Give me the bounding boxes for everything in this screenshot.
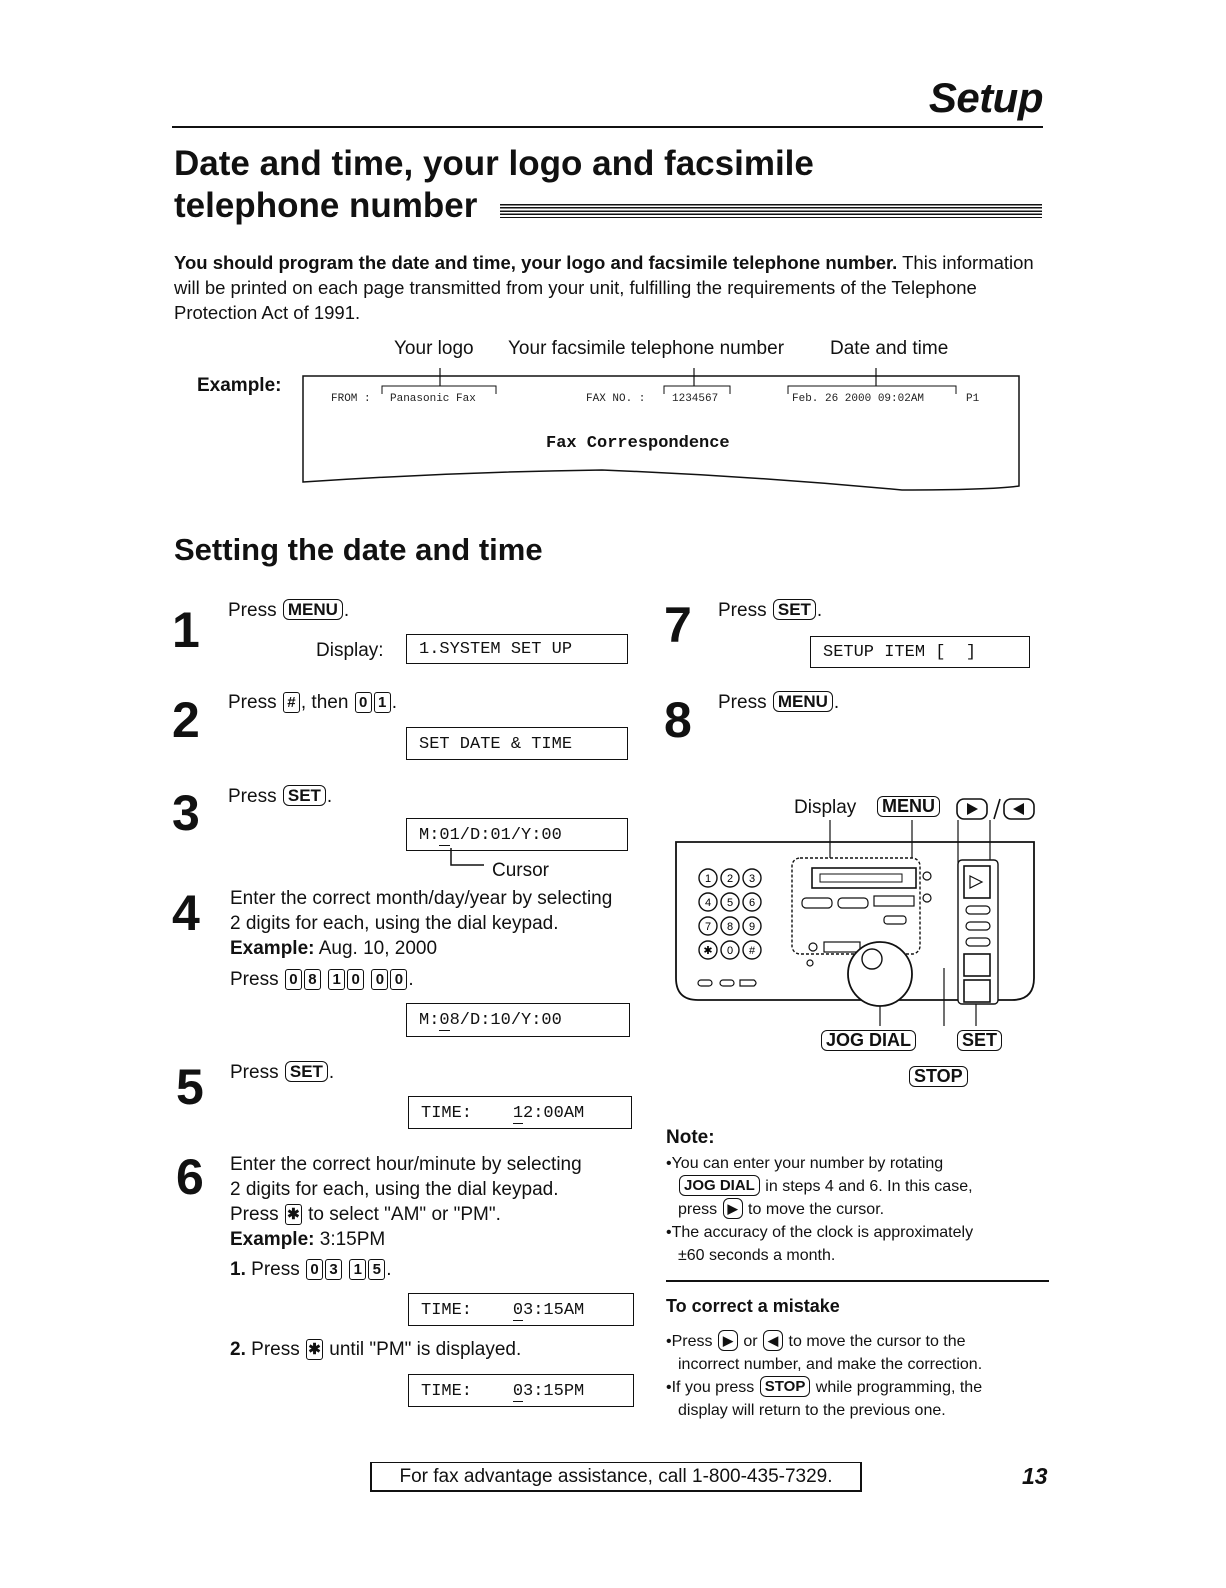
press-text: Press xyxy=(230,969,279,990)
step-6-display-2 xyxy=(408,1374,634,1407)
step-5-display xyxy=(408,1096,632,1129)
fax-machine-illustration xyxy=(674,818,1038,1028)
step-2-display: SET DATE & TIME xyxy=(406,727,628,760)
jog-dial-key: JOG DIAL xyxy=(679,1175,760,1196)
display-text: 3:15PM xyxy=(523,1382,585,1401)
step-6-display-1 xyxy=(408,1293,634,1326)
right-arrow-key: ▶ xyxy=(723,1198,743,1219)
press-text: Press xyxy=(251,1259,300,1280)
step-8-instruction: Press MENU . xyxy=(718,692,840,713)
digit-key: 0 xyxy=(347,969,364,990)
menu-key: MENU xyxy=(773,691,833,712)
section-rule xyxy=(172,126,1043,128)
step-6-text2: 2 digits for each, using the dial keypad. xyxy=(230,1179,559,1200)
press-text: Press xyxy=(251,1339,300,1360)
example-heading-date: Date and time xyxy=(830,338,949,359)
keypad-key-label: 2 xyxy=(726,873,734,885)
set-key: SET xyxy=(957,1030,1002,1051)
step-4-keys: Press 0 8 1 0 0 0 . xyxy=(230,969,414,990)
intro-rest: This information will be printed on each page transmitted from your unit, fulfilling the requirements of the Telephone Protection Act of 1991. xyxy=(174,252,1034,323)
stop-key: STOP xyxy=(909,1066,968,1087)
fax-number-label: FAX NO. : xyxy=(586,393,646,405)
display-text: 1/D:01/Y:00 xyxy=(449,826,562,845)
sub-number: 1. xyxy=(230,1259,246,1280)
example-value: Aug. 10, 2000 xyxy=(318,938,438,959)
note-text: •If you press xyxy=(666,1379,755,1396)
until-text: until "PM" is displayed. xyxy=(329,1339,522,1360)
digit-key: 0 xyxy=(285,969,302,990)
figure-menu-label xyxy=(876,796,941,819)
step-4-number: 4 xyxy=(172,885,200,941)
select-text: to select "AM" or "PM". xyxy=(308,1204,501,1225)
keypad-key-label: # xyxy=(748,945,756,957)
assistance-footer: For fax advantage assistance, call 1-800-435-7329. xyxy=(370,1462,862,1492)
note-text: press xyxy=(678,1201,718,1218)
step-7-instruction: Press SET . xyxy=(718,600,823,621)
step-2-instruction: Press # , then 0 1 . xyxy=(228,692,397,713)
display-text: M: xyxy=(419,1011,440,1030)
digit-key: 1 xyxy=(349,1259,366,1280)
note-bullet-1 xyxy=(666,1152,1046,1221)
digit-key: 0 xyxy=(355,692,372,713)
intro-bold: You should program the date and time, your logo and facsimile telephone number. xyxy=(174,252,898,273)
example-value: 3:15PM xyxy=(319,1229,386,1250)
press-text: Press xyxy=(230,1062,279,1083)
keypad-key-label: 8 xyxy=(726,921,734,933)
note-title: Note: xyxy=(666,1127,715,1148)
step-6-text1: Enter the correct hour/minute by selecting xyxy=(230,1154,582,1175)
fax-number-value: 1234567 xyxy=(672,393,719,405)
display-text: 8/D:10/Y:00 xyxy=(449,1011,562,1030)
fax-logo-value: Panasonic Fax xyxy=(390,393,476,405)
keypad-key-label: 9 xyxy=(748,921,756,933)
press-text: Press xyxy=(228,692,277,713)
digit-key: 5 xyxy=(368,1259,385,1280)
jog-dial-key: JOG DIAL xyxy=(821,1030,916,1051)
keypad-key-label: 6 xyxy=(748,897,756,909)
right-arrow-key: ▶ xyxy=(718,1330,738,1351)
fax-sheet-illustration xyxy=(302,368,1020,498)
keypad-key-label: 0 xyxy=(726,945,734,957)
note-text: while programming, the xyxy=(815,1379,983,1396)
step-4-example xyxy=(230,936,437,961)
note-text: incorrect number, and make the correction. xyxy=(678,1356,983,1373)
step-6-number: 6 xyxy=(176,1149,204,1205)
display-text: TIME: xyxy=(421,1104,513,1123)
section-title: Setup xyxy=(928,74,1043,121)
keypad-key-label: 4 xyxy=(704,897,712,909)
stop-key: STOP xyxy=(760,1376,811,1397)
step-4-text2: 2 digits for each, using the dial keypad. xyxy=(230,913,559,934)
page-title-line2: telephone number xyxy=(174,186,478,225)
note-text: display will return to the previous one. xyxy=(678,1402,946,1419)
figure-stop-label xyxy=(908,1066,969,1088)
display-cursor: 0 xyxy=(512,1382,524,1401)
note-text: or xyxy=(743,1333,758,1350)
press-text: Press xyxy=(718,692,767,713)
display-text: 3:15AM xyxy=(523,1301,585,1320)
fax-from-label: FROM : xyxy=(331,393,371,405)
digit-key: 0 xyxy=(371,969,388,990)
step-6-example xyxy=(230,1227,385,1252)
cursor-label: Cursor xyxy=(492,860,550,881)
figure-set-label xyxy=(956,1030,1003,1052)
display-cursor: 0 xyxy=(512,1301,524,1320)
digit-key: 0 xyxy=(306,1259,323,1280)
example-label: Example: xyxy=(230,938,315,959)
step-8-number: 8 xyxy=(664,692,692,748)
right-arrow-icon xyxy=(967,803,978,815)
display-cursor: 1 xyxy=(512,1104,524,1123)
menu-key: MENU xyxy=(283,599,343,620)
digit-key: 0 xyxy=(390,969,407,990)
step-6-text3 xyxy=(230,1202,501,1227)
set-key: SET xyxy=(283,785,326,806)
note-bullet-2 xyxy=(666,1221,1046,1267)
correct-bullet-1 xyxy=(666,1330,1046,1376)
set-key: SET xyxy=(285,1061,328,1082)
note-text: •Press xyxy=(666,1333,713,1350)
note-text: in steps 4 and 6. In this case, xyxy=(765,1178,973,1195)
step-3-display xyxy=(406,818,628,851)
title-rule xyxy=(500,204,1042,218)
display-cursor: 0 xyxy=(439,1011,450,1030)
star-key: ✱ xyxy=(306,1339,323,1360)
keypad-key-label: 3 xyxy=(748,873,756,885)
note-text: •The accuracy of the clock is approximately xyxy=(666,1224,974,1241)
example-label: Example: xyxy=(197,375,282,396)
press-text: Press xyxy=(718,600,767,621)
step-6-sub2 xyxy=(230,1337,521,1362)
display-cursor: 0 xyxy=(439,826,450,845)
step-4-display xyxy=(406,1003,630,1037)
subtitle: Setting the date and time xyxy=(174,532,543,567)
step-7-number: 7 xyxy=(664,597,692,653)
keypad-key-label: 7 xyxy=(704,921,712,933)
intro-paragraph xyxy=(174,250,1044,325)
step-7-display: SETUP ITEM [ ] xyxy=(810,636,1030,668)
fax-date-value: Feb. 26 2000 09:02AM xyxy=(792,393,925,405)
correct-title: To correct a mistake xyxy=(666,1296,840,1316)
example-label: Example: xyxy=(230,1229,315,1250)
step-3-instruction: Press SET . xyxy=(228,786,333,807)
then-text: , then xyxy=(300,692,349,713)
example-heading-logo: Your logo xyxy=(394,338,474,359)
note-text: to move the cursor. xyxy=(748,1201,885,1218)
note-text: ±60 seconds a month. xyxy=(678,1247,836,1264)
display-text: M: xyxy=(419,826,440,845)
display-text: TIME: xyxy=(421,1382,513,1401)
step-1-number: 1 xyxy=(172,602,200,658)
correct-bullet-2 xyxy=(666,1376,1046,1422)
figure-display-label: Display xyxy=(794,797,857,818)
press-text: Press xyxy=(228,600,277,621)
note-rule xyxy=(666,1280,1049,1282)
step-5-instruction: Press SET . xyxy=(230,1062,335,1083)
star-key: ✱ xyxy=(285,1204,302,1225)
page-title-line1: Date and time, your logo and facsimile xyxy=(174,144,814,183)
step-6-sub1: 1. Press 0 3 1 5 . xyxy=(230,1259,392,1280)
digit-key: 8 xyxy=(304,969,321,990)
digit-key: 1 xyxy=(328,969,345,990)
press-text: Press xyxy=(228,786,277,807)
keypad-key-label: ✱ xyxy=(703,945,713,957)
hash-key: # xyxy=(283,692,300,713)
step-3-number: 3 xyxy=(172,785,200,841)
step-2-number: 2 xyxy=(172,692,200,748)
step-1-display: 1.SYSTEM SET UP xyxy=(406,634,628,664)
fax-page-value: P1 xyxy=(966,393,980,405)
cursor-pointer-line xyxy=(446,848,486,872)
left-arrow-key: ◀ xyxy=(763,1330,783,1351)
display-text: TIME: xyxy=(421,1301,513,1320)
left-arrow-icon xyxy=(1013,803,1024,815)
page-number: 13 xyxy=(1022,1463,1048,1489)
menu-key: MENU xyxy=(877,796,940,817)
figure-jog-dial-label xyxy=(820,1030,917,1052)
digit-key: 1 xyxy=(374,692,391,713)
sub-number: 2. xyxy=(230,1339,246,1360)
example-heading-fax: Your facsimile telephone number xyxy=(508,338,785,359)
note-text: •You can enter your number by rotating xyxy=(666,1155,944,1172)
step-4-text1: Enter the correct month/day/year by selecting xyxy=(230,888,613,909)
keypad-key-label: 5 xyxy=(726,897,734,909)
set-key: SET xyxy=(773,599,816,620)
keypad-key-label: 1 xyxy=(704,873,712,885)
press-text: Press xyxy=(230,1204,279,1225)
step-1-instruction: Press MENU . xyxy=(228,600,350,621)
display-text: 2:00AM xyxy=(523,1104,585,1123)
step-1-display-label: Display: xyxy=(316,640,384,661)
note-text: to move the cursor to the xyxy=(788,1333,966,1350)
fax-doc-title: Fax Correspondence xyxy=(546,434,730,453)
digit-key: 3 xyxy=(325,1259,342,1280)
step-5-number: 5 xyxy=(176,1059,204,1115)
